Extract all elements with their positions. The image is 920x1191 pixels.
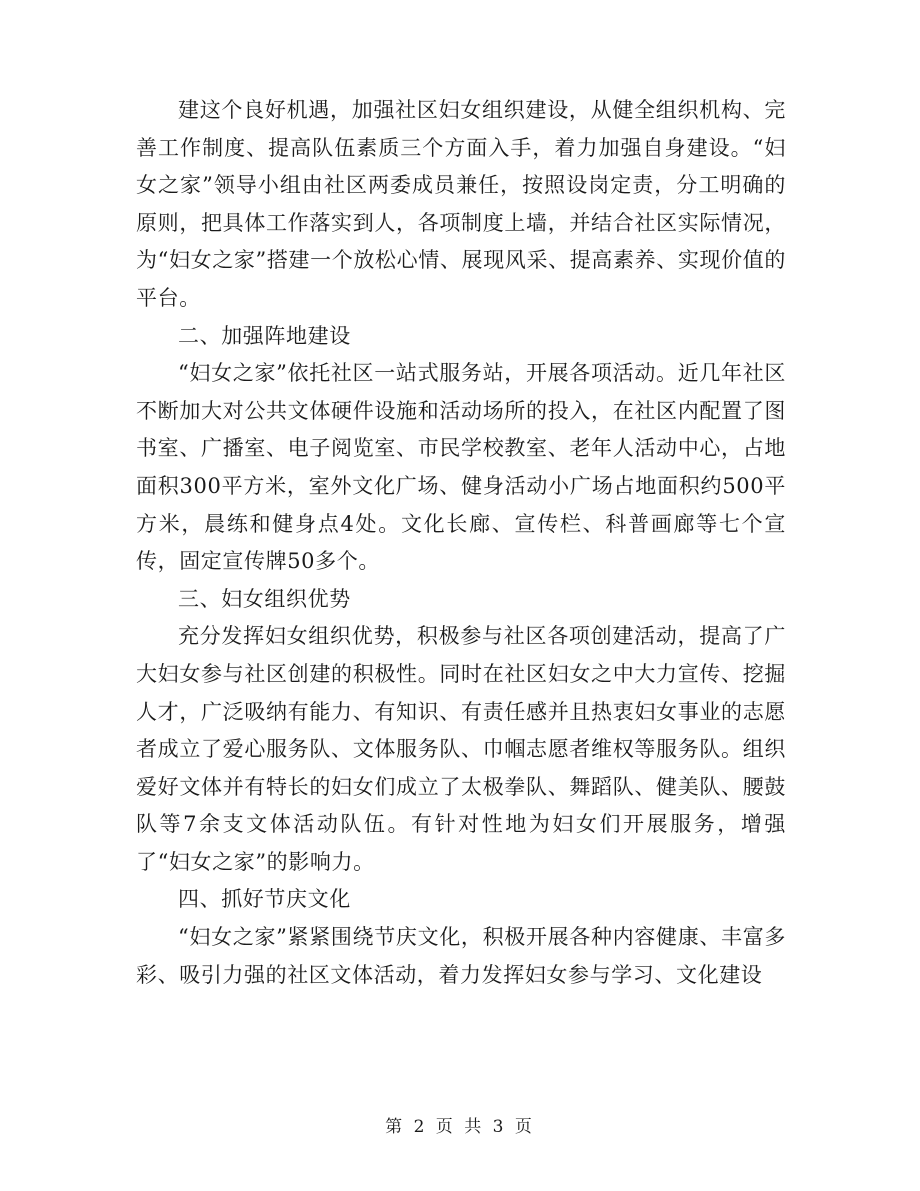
section-heading-3: 三、妇女组织优势 [178, 586, 351, 611]
paragraph-section-4: “妇女之家”紧紧围绕节庆文化，积极开展各种内容健康、丰富多彩、吸引力强的社区文体活动，着力发挥妇女参与学习、文化建设 [136, 925, 786, 987]
paragraph-section-3: 充分发挥妇女组织优势，积极参与社区各项创建活动，提高了广大妇女参与社区创建的积极性。同时在社区妇女之中大力宣传、挖掘人才，广泛吸纳有能力、有知识、有责任感并且热衷妇女事业的志愿者成立了爱心服务队、文体服务队、巾帼志愿者维权等服务队。组织爱好文体并有特长的妇女们成立了太极拳队、舞蹈队、健美队、腰鼓队等7余支文体活动队伍。有针对性地为妇女们开展服务，增强了“妇女之家”的影响力。 [136, 624, 786, 874]
paragraph-section-2: “妇女之家”依托社区一站式服务站，开展各项活动。近几年社区不断加大对公共文体硬件设施和活动场所的投入，在社区内配置了图书室、广播室、电子阅览室、市民学校教室、老年人活动中心，占地面积300平方米，室外文化广场、健身活动小广场占地面积约500平方米，晨练和健身点4处。文化长廊、宣传栏、科普画廊等七个宣传，固定宣传牌50多个。 [136, 361, 786, 574]
section-heading-2: 二、加强阵地建设 [178, 323, 351, 348]
paragraph-intro: 建这个良好机遇，加强社区妇女组织建设，从健全组织机构、完善工作制度、提高队伍素质三个方面入手，着力加强自身建设。“妇女之家”领导小组由社区两委成员兼任，按照设岗定责，分工明确的原则，把具体工作落实到人，各项制度上墙，并结合社区实际情况，为“妇女之家”搭建一个放松心情、展现风采、提高素养、实现价值的平台。 [136, 98, 786, 310]
document-body [136, 92, 786, 994]
section-heading-4: 四、抓好节庆文化 [178, 887, 351, 912]
page-number-footer: 第 2 页 共 3 页 [385, 1117, 535, 1137]
